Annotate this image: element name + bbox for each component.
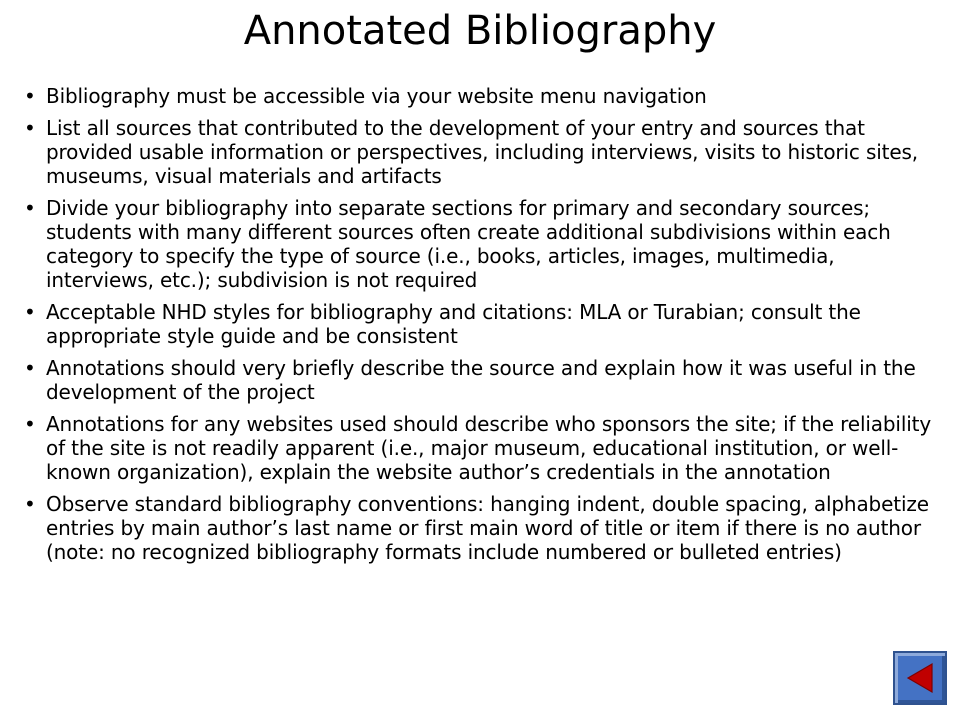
bullet-text: Acceptable NHD styles for bibliography and citations: MLA or Turabian; consult the appropriate style guide and be consistent <box>46 300 861 348</box>
bullet-item <box>24 84 934 108</box>
bullet-item <box>24 412 934 484</box>
back-nav-button[interactable] <box>893 651 947 705</box>
back-arrow-icon <box>904 662 936 694</box>
bullet-text: Divide your bibliography into separate sections for primary and secondary sources; students with many different sources often create additional subdivisions within each category to specify the type of source (i.e., books, articles, images, multimedia, interviews, etc.); subdivision is not required <box>46 196 891 292</box>
bullet-item <box>24 300 934 348</box>
bullet-icon: • <box>24 116 36 140</box>
bullet-icon: • <box>24 412 36 436</box>
bullet-text: Bibliography must be accessible via your website menu navigation <box>46 84 707 108</box>
bullet-icon: • <box>24 300 36 324</box>
bullet-list <box>24 84 934 572</box>
bullet-item <box>24 492 934 564</box>
slide-title: Annotated Bibliography <box>243 8 717 54</box>
bullet-item <box>24 196 934 292</box>
bullet-text: Observe standard bibliography conventions: hanging indent, double spacing, alphabetize entries by main author’s last name or first main word of title or item if there is no author (note: no recognized bibliography formats include numbered or bulleted entries) <box>46 492 929 564</box>
bullet-icon: • <box>24 492 36 516</box>
bullet-icon: • <box>24 196 36 220</box>
bullet-icon: • <box>24 84 36 108</box>
bullet-item <box>24 116 934 188</box>
bullet-text: Annotations should very briefly describe the source and explain how it was useful in the development of the project <box>46 356 916 404</box>
bullet-text: List all sources that contributed to the development of your entry and sources that provided usable information or perspectives, including interviews, visits to historic sites, museums, visual materials and artifacts <box>46 116 918 188</box>
bullet-text: Annotations for any websites used should describe who sponsors the site; if the reliability of the site is not readily apparent (i.e., major museum, educational institution, or well-known organization), explain the website author’s credentials in the annotation <box>46 412 932 484</box>
bullet-icon: • <box>24 356 36 380</box>
bullet-item <box>24 356 934 404</box>
